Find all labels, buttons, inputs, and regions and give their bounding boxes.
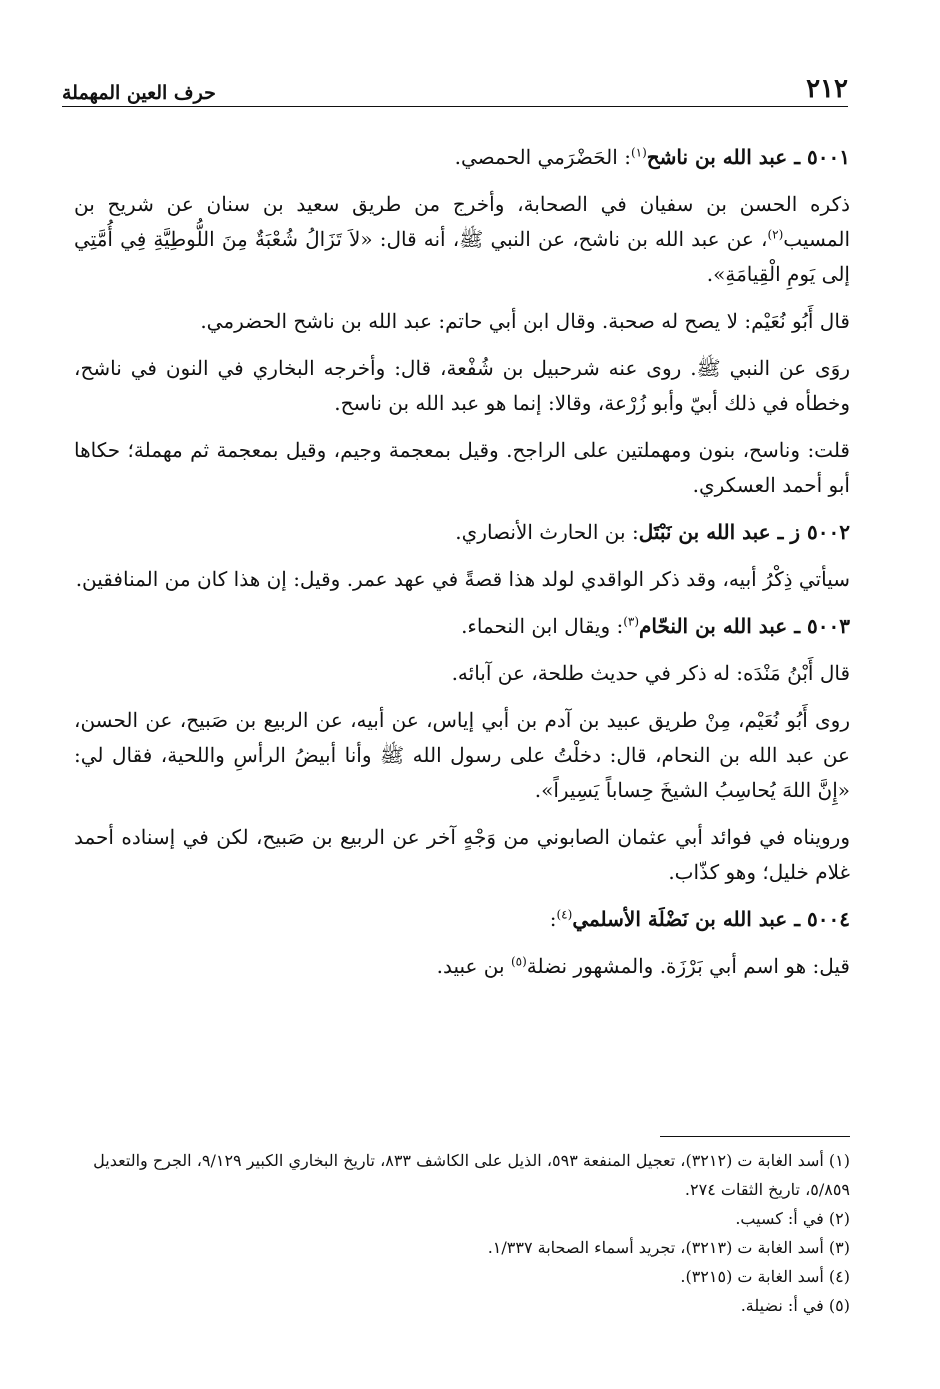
footnote-ref: (٤) — [556, 907, 573, 922]
footnote: (٤) أسد الغابة ت (٣٢١٥). — [680, 1267, 850, 1286]
entry-heading-rest: : الحَضْرَمي الحمصي. — [454, 145, 631, 169]
footnote: (١) أسد الغابة ت (٣٢١٢)، تعجيل المنفعة ٥٩٣، الذيل على الكاشف ٨٣٣، تاريخ البخاري الكبير ٩/١٢٩، الجرح والتعديل ٥/٨٥٩، تاريخ الثقات ٢٧٤. — [93, 1151, 850, 1199]
footnote: (٢) في أ: كسيب. — [735, 1209, 850, 1228]
footnote: (٥) في أ: نضيلة. — [740, 1296, 850, 1315]
paragraph-text: ، عن عبد الله بن ناشح، عن النبي ﷺ، أنه قال: «لاَ تَزَالُ شُعْبَةٌ مِنَ اللُّوطِيَّةِ فِي أُمَّتِي إلى يَومِ الْقِيامَةِ». — [74, 227, 850, 286]
paragraph-text: بن عبيد. — [436, 954, 511, 978]
entry-heading: ٥٠٠٢ ز ـ عبد الله بن نَبْتَل — [638, 520, 850, 544]
paragraph: ورويناه في فوائد أبي عثمان الصابوني من وَجْهٍ آخر عن الربيع بن صَبيح، لكن في إسناده أحمد غلام خليل؛ وهو كذّاب. — [74, 825, 850, 884]
footnote-ref: (٢) — [767, 227, 784, 242]
entry-heading-rest: : — [549, 907, 557, 931]
footnote-ref: (٥) — [510, 954, 527, 969]
footnote-ref: (٣) — [623, 614, 640, 629]
running-title: حرف العين المهملة — [62, 82, 222, 104]
entry-heading: ٥٠٠٤ ـ عبد الله بن نَضْلَة الأسلمي — [572, 907, 850, 931]
entry-5001-heading — [74, 140, 850, 175]
entry-heading-rest: : ويقال ابن النحماء. — [461, 614, 624, 638]
paragraph-text: قيل: هو اسم أبي بَرْزَة. والمشهور نضلة — [526, 954, 850, 978]
paragraph: قلت: وناسح، بنون ومهملتين على الراجح. وقيل بمعجمة وجيم، وقيل بمعجمة ثم مهملة؛ حكاها أبو أحمد العسكري. — [74, 438, 850, 497]
paragraph: سيأتي ذِكْرُ أبيه، وقد ذكر الواقدي لولد هذا قصةً في عهد عمر. وقيل: إن هذا كان من المنافقين. — [75, 567, 850, 591]
entry-heading: ٥٠٠٣ ـ عبد الله بن النحّام — [639, 614, 850, 638]
paragraph: روَى عن النبي ﷺ. روى عنه شرحبيل بن شُفْعة، قال: وأخرجه البخاري في النون في ناشح، وخطأه في ذلك أبيّ وأبو زُرْعة، وقالا: إنما هو عبد الله بن ناسح. — [74, 356, 850, 415]
paragraph — [74, 187, 850, 292]
paragraph: قال أَبْنُ مَنْدَه: له ذكر في حديث طلحة، عن آبائه. — [451, 661, 850, 685]
entry-5004-heading — [74, 902, 850, 937]
entry-5003-heading — [74, 609, 850, 644]
footnote: (٣) أسد الغابة ت (٣٢١٣)، تجريد أسماء الصحابة ١/٣٣٧. — [487, 1238, 850, 1257]
entry-5002-heading — [74, 515, 850, 550]
paragraph — [74, 949, 850, 984]
footnote-ref: (١) — [630, 145, 647, 160]
page-header — [62, 74, 848, 114]
main-text — [74, 140, 850, 996]
entry-heading-rest: : بن الحارث الأنصاري. — [455, 520, 639, 544]
footnote-separator — [660, 1136, 850, 1137]
paragraph: قال أَبُو نُعَيْم: لا يصح له صحبة. وقال ابن أبي حاتم: عبد الله بن ناشح الحضرمي. — [200, 309, 850, 333]
paragraph-text: ذكره الحسن بن سفيان في الصحابة، وأخرج من طريق سعيد بن سنان عن شريح بن المسيب — [74, 192, 850, 251]
paragraph: روى أَبُو نُعَيْم، مِنْ طريق عبيد بن آدم بن أبي إياس، عن أبيه، عن الربيع بن صَبيح، عن الحسن، عن عبد الله بن النحام، قال: دخلْتُ على رسول الله ﷺ وأنا أبيضُ الرأسِ واللحية، فقال لي: «إِنَّ اللهَ يُحاسِبُ الشيخَ حِساباً يَسِيراً». — [74, 708, 850, 802]
header-rule — [62, 106, 848, 107]
footnotes — [74, 1146, 850, 1320]
entry-heading: ٥٠٠١ ـ عبد الله بن ناشح — [646, 145, 850, 169]
page-number: ٢١٢ — [806, 74, 848, 104]
